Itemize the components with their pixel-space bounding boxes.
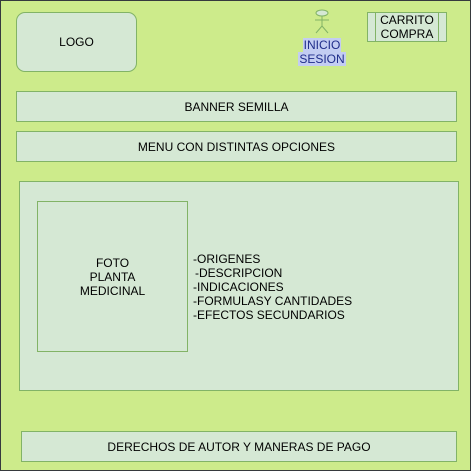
footer-label: DERECHOS DE AUTOR Y MANERAS DE PAGO [107,439,371,454]
footer [21,431,457,462]
plant-photo-placeholder [37,201,188,352]
menu-label: MENU CON DISTINTAS OPCIONES [137,139,336,154]
detail-item-indications: -INDICACIONES [193,280,284,294]
photo-label-line-3: MEDICINAL [79,283,146,298]
photo-label-line-1: FOTO [95,255,130,270]
user-actor-icon [310,9,334,39]
detail-item-origins: -ORIGENES [193,252,261,266]
detail-item-side-effects: -EFECTOS SECUNDARIOS [193,308,345,322]
login-label-line-2: SESION [299,52,345,66]
logo-label: LOGO [59,35,94,49]
cart-label-line-2: COMPRA [380,27,434,41]
photo-label [80,256,145,298]
cart-label [368,13,446,41]
cart-button[interactable] [367,12,447,42]
photo-label-line-2: PLANTA [89,269,136,284]
banner-label: BANNER SEMILLA [184,99,289,114]
login-link[interactable] [291,9,353,67]
main-menu[interactable] [16,131,457,162]
logo-placeholder[interactable] [16,12,137,72]
cart-label-line-1: CARRITO [380,13,434,27]
product-details-list [193,252,352,322]
detail-item-formulas: -FORMULASY CANTIDADES [193,294,353,308]
login-label [291,38,353,66]
product-panel [19,181,459,391]
detail-item-description: -DESCRIPCION [195,266,283,280]
login-label-line-1: INICIO [303,38,341,52]
banner [16,91,457,122]
